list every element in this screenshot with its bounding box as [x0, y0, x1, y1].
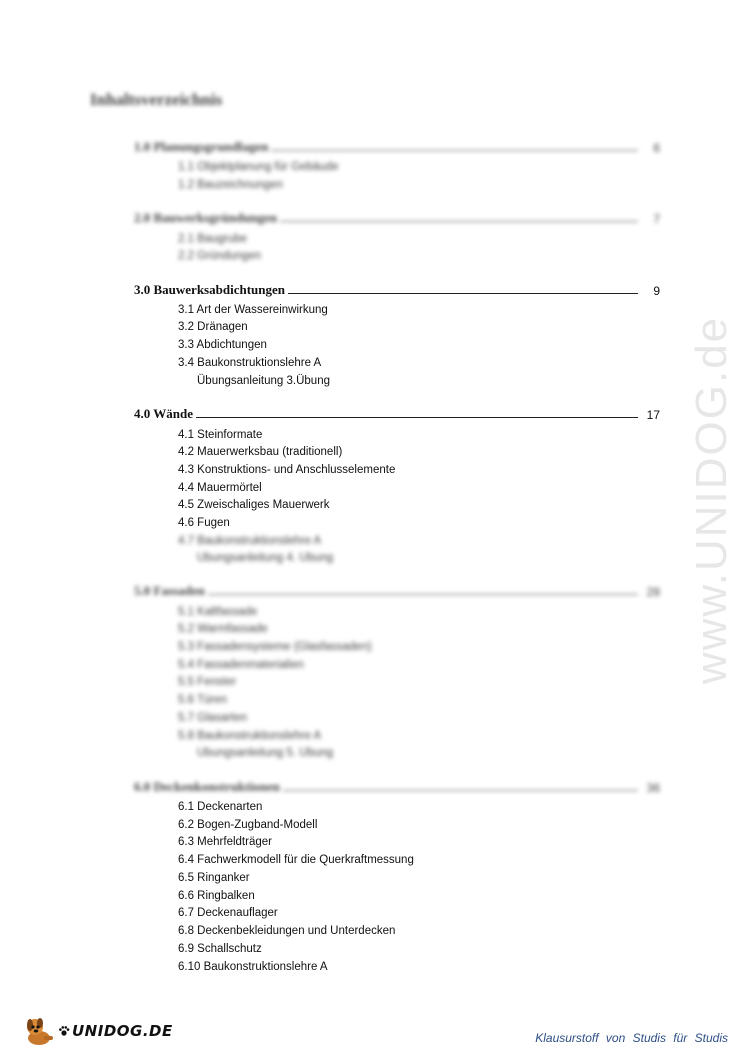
leader-line	[196, 417, 638, 418]
toc-item: 6.6 Ringbalken	[178, 890, 255, 902]
toc-section-4	[134, 402, 660, 422]
toc-item: 4.3 Konstruktions- und Anschlusselemente	[178, 464, 396, 476]
toc-item: 6.7 Deckenauflager	[178, 907, 278, 919]
toc-item: 2.1 Baugrube	[178, 233, 248, 245]
toc-item: 5.1 Kaltfassade	[178, 606, 258, 618]
toc-item: 6.10 Baukonstruktionslehre A	[178, 961, 328, 973]
toc-item: 5.2 Warmfassade	[178, 623, 268, 635]
leader-line	[208, 594, 638, 595]
toc-item: 5.8 Baukonstruktionslehre A	[178, 730, 322, 742]
toc-item: 6.4 Fachwerkmodell für die Querkraftmessung	[178, 854, 414, 866]
section-title: 5.0 Fassaden	[134, 583, 205, 598]
unidog-logo[interactable]	[24, 1014, 173, 1048]
toc-item: Übungsanleitung 4. Übung	[197, 552, 334, 564]
leader-line	[288, 293, 638, 294]
toc-item: 6.8 Deckenbekleidungen und Unterdecken	[178, 925, 396, 937]
toc-section-1	[134, 135, 660, 155]
watermark: www.UNIDOG.de	[687, 315, 736, 685]
toc-item: 4.7 Baukonstruktionslehre A	[178, 535, 322, 547]
section-title: 6.0 Deckenkonstruktionen	[134, 779, 280, 794]
toc-item: 4.4 Mauermörtel	[178, 482, 262, 494]
toc-item: 5.7 Glasarten	[178, 712, 248, 724]
paw-icon	[58, 1025, 70, 1037]
section-title: 2.0 Bauwerksgründungen	[134, 210, 278, 225]
toc-item: 4.1 Steinformate	[178, 429, 263, 441]
section-page: 28	[646, 585, 660, 599]
section-page: 9	[653, 284, 660, 298]
toc-section-3	[134, 278, 660, 298]
toc-item: 6.2 Bogen-Zugband-Modell	[178, 819, 318, 831]
toc-heading: Inhaltsverzeichnis	[90, 90, 223, 109]
toc-item: 4.6 Fugen	[178, 517, 230, 529]
section-title: 3.0 Bauwerksabdichtungen	[134, 282, 285, 297]
leader-line	[271, 150, 638, 151]
toc-item: 3.2 Dränagen	[178, 321, 248, 333]
section-title: 4.0 Wände	[134, 406, 193, 421]
leader-line	[280, 221, 638, 222]
toc-item: Übungsanleitung 3.Übung	[197, 375, 330, 387]
section-title: 1.0 Planungsgrundlagen	[134, 139, 269, 154]
footer-tagline: Klausurstoff von Studis für Studis	[535, 1031, 728, 1045]
logo-text: UNIDOG.DE	[72, 1022, 173, 1040]
toc-item: 3.3 Abdichtungen	[178, 339, 267, 351]
toc-item: 4.5 Zweischaliges Mauerwerk	[178, 499, 330, 511]
toc-item: 5.6 Türen	[178, 694, 228, 706]
toc-section-5	[134, 579, 660, 599]
toc-section-6	[134, 775, 660, 795]
section-page: 36	[646, 781, 660, 795]
toc-item: 1.2 Bauzeichnungen	[178, 179, 283, 191]
toc-item: 2.2 Gründungen	[178, 250, 262, 262]
toc-item: 4.2 Mauerwerksbau (traditionell)	[178, 446, 343, 458]
toc-item: 5.5 Fenster	[178, 676, 237, 688]
leader-line	[283, 790, 638, 791]
toc-item: 3.4 Baukonstruktionslehre A	[178, 357, 322, 369]
toc-item: 6.9 Schallschutz	[178, 943, 262, 955]
section-page: 6	[653, 141, 660, 155]
section-page: 17	[646, 408, 660, 422]
toc-item: 5.4 Fassadenmaterialien	[178, 659, 304, 671]
toc-item: 6.5 Ringanker	[178, 872, 250, 884]
toc-item: 5.3 Fassadensysteme (Glasfassaden)	[178, 641, 372, 653]
toc-item: 1.1 Objektplanung für Gebäude	[178, 161, 339, 173]
toc-section-2	[134, 206, 660, 226]
toc-item: Übungsanleitung 5. Übung	[197, 747, 334, 759]
section-page: 7	[653, 212, 660, 226]
dog-mascot-icon	[24, 1014, 58, 1048]
toc-item: 6.1 Deckenarten	[178, 801, 263, 813]
toc-item: 6.3 Mehrfeldträger	[178, 836, 272, 848]
toc-item: 3.1 Art der Wassereinwirkung	[178, 304, 328, 316]
